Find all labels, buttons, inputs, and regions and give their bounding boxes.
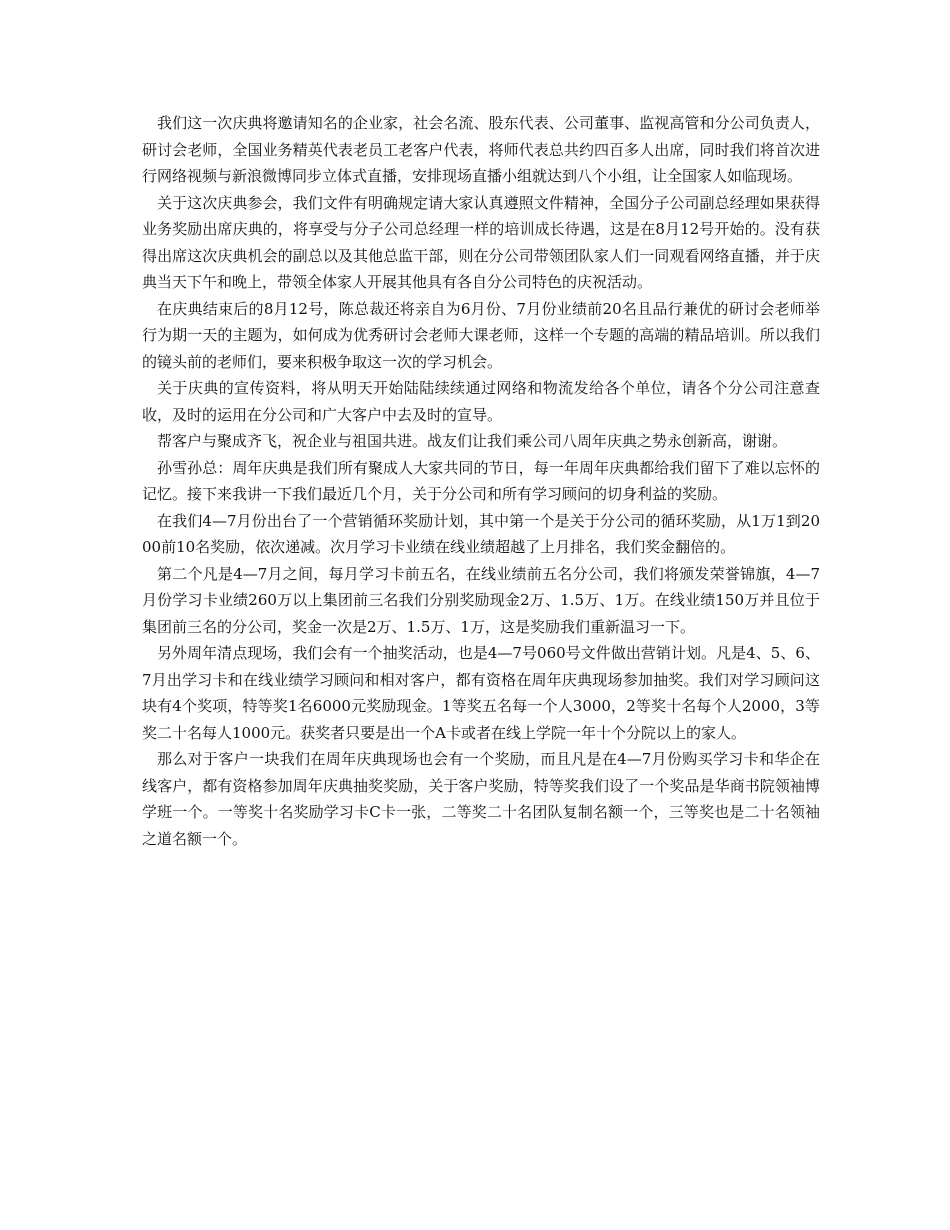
paragraph-training: 在庆典结束后的8月12号，陈总裁还将亲自为6月份、7月份业绩前20名且品行兼优的研讨会老师举行为期一天的主题为，如何成为优秀研讨会老师大课老师，这样一个专题的高端的精品培训。所以我们的镜头前的老师们，要来积极争取这一次的学习机会。 (142, 299, 820, 371)
paragraph-cycle-reward: 在我们4—7月份出台了一个营销循环奖励计划，其中第一个是关于分公司的循环奖励，从1万1到2000前10名奖励，依次递减。次月学习卡业绩在线业绩超越了上月排名，我们奖金翻倍的。 (142, 511, 820, 556)
paragraph-closing: 帮客户与聚成齐飞，祝企业与祖国共进。战友们让我们乘公司八周年庆典之势永创新高，谢谢。 (157, 432, 788, 450)
document-body (142, 110, 820, 852)
paragraph-materials: 关于庆典的宣传资料，将从明天开始陆陆续续通过网络和物流发给各个单位，请各个分公司注意查收，及时的运用在分公司和广大客户中去及时的宣导。 (142, 379, 820, 424)
paragraph-attendance: 关于这次庆典参会，我们文件有明确规定请大家认真遵照文件精神，全国分子公司副总经理如果获得业务奖励出席庆典的，将享受与分子公司总经理一样的培训成长待遇，这是在8月12号开始的。没有获得出席这次庆典机会的副总以及其他总监干部，则在分公司带领团队家人们一同观看网络直播，并于庆典当天下午和晚上，带领全体家人开展其他具有各自分公司特色的庆祝活动。 (142, 193, 820, 291)
paragraph-speaker-intro: 孙雪孙总：周年庆典是我们所有聚成人大家共同的节日，每一年周年庆典都给我们留下了难以忘怀的记忆。接下来我讲一下我们最近几个月，关于分公司和所有学习顾问的切身利益的奖励。 (142, 458, 820, 503)
paragraph-second-reward: 第二个凡是4—7月之间，每月学习卡前五名，在线业绩前五名分公司，我们将颁发荣誉锦旗，4—7月份学习卡业绩260万以上集团前三名我们分别奖励现金2万、1.5万、1万。在线业绩150万并且位于集团前三名的分公司，奖金一次是2万、1.5万、1万，这是奖励我们重新温习一下。 (142, 564, 820, 636)
paragraph-guests: 我们这一次庆典将邀请知名的企业家，社会名流、股东代表、公司董事、监视高管和分公司负责人，研讨会老师，全国业务精英代表老员工老客户代表，将师代表总共约四百多人出席，同时我们将首次进行网络视频与新浪微博同步立体式直播，安排现场直播小组就达到八个小组，让全国家人如临现场。 (142, 114, 820, 185)
paragraph-lottery: 另外周年清点现场，我们会有一个抽奖活动，也是4—7号060号文件做出营销计划。凡是4、5、6、7月出学习卡和在线业绩学习顾问和相对客户，都有资格在周年庆典现场参加抽奖。我们对学习顾问这块有4个奖项，特等奖1名6000元奖励现金。1等奖五名每一个人3000，2等奖十名每个人2000，3等奖二十名每人1000元。获奖者只要是出一个A卡或者在线上学院一年十个分院以上的家人。 (142, 644, 820, 742)
paragraph-customer-reward: 那么对于客户一块我们在周年庆典现场也会有一个奖励，而且凡是在4—7月份购买学习卡和华企在线客户，都有资格参加周年庆典抽奖奖励，关于客户奖励，特等奖我们设了一个奖品是华商书院领袖博学班一个。一等奖十名奖励学习卡C卡一张，二等奖二十名团队复制名额一个，三等奖也是二十名领袖之道名额一个。 (142, 750, 820, 848)
